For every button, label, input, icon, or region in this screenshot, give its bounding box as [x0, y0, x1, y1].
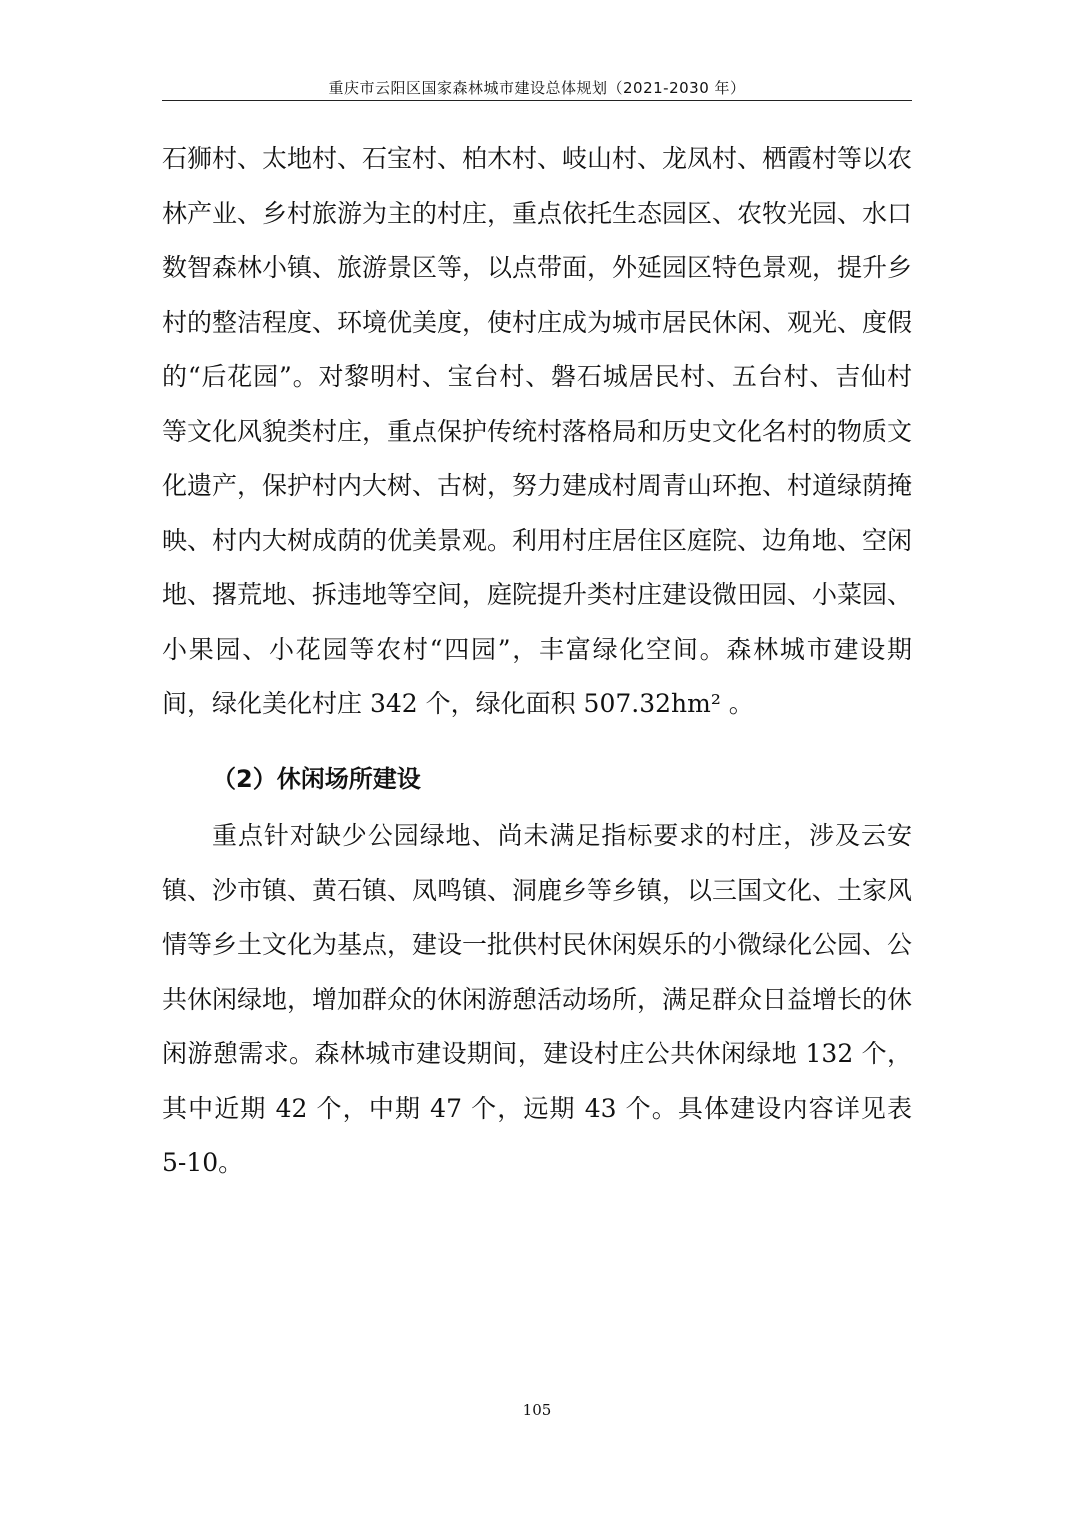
- header-divider: [162, 100, 912, 101]
- body-paragraph-2: 重点针对缺少公园绿地、尚未满足指标要求的村庄，涉及云安镇、沙市镇、黄石镇、凤鸣镇、洞鹿乡等乡镇，以三国文化、土家风情等乡土文化为基点，建设一批供村民休闲娱乐的小微绿化公园、公共休闲绿地，增加群众的休闲游憩活动场所，满足群众日益增长的休闲游憩需求。森林城市建设期间，建设村庄公共休闲绿地 132 个，其中近期 42 个，中期 47 个，远期 43 个。具体建设内容详见表 5-10。: [162, 821, 913, 1177]
- body-paragraph-1: 石狮村、太地村、石宝村、柏木村、岐山村、龙凤村、栖霞村等以农林产业、乡村旅游为主的村庄，重点依托生态园区、农牧光园、水口数智森林小镇、旅游景区等，以点带面，外延园区特色景观，提升乡村的整洁程度、环境优美度，使村庄成为城市居民休闲、观光、度假的“后花园”。对黎明村、宝台村、磐石城居民村、五台村、吉仙村等文化风貌类村庄，重点保护传统村落格局和历史文化名村的物质文化遗产，保护村内大树、古树，努力建成村周青山环抱、村道绿荫掩映、村内大树成荫的优美景观。利用村庄居住区庭院、边角地、空闲地、撂荒地、拆违地等空间，庭院提升类村庄建设微田园、小菜园、小果园、小花园等农村“四园”，丰富绿化空间。森林城市建设期间，绿化美化村庄 342 个，绿化面积 507.32hm² 。: [162, 144, 913, 718]
- section-heading: （2）休闲场所建设: [212, 765, 421, 793]
- page-number: 105: [522, 1401, 552, 1419]
- page-header-title: 重庆市云阳区国家森林城市建设总体规划（2021-2030 年）: [328, 79, 746, 97]
